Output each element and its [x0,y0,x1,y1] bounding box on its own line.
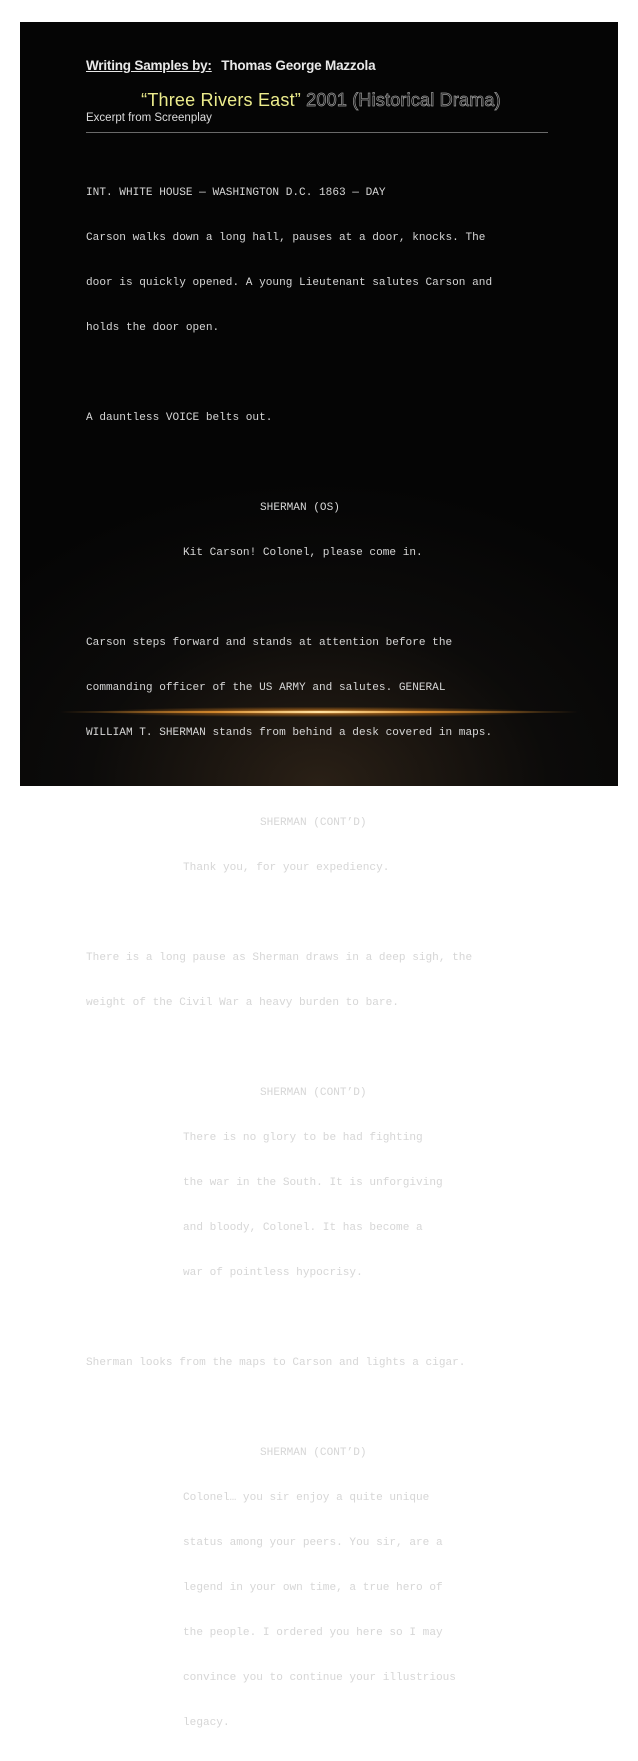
document-page [20,22,618,1729]
screenplay-title [86,90,556,111]
dialogue-line: There is no glory to be had fighting [183,1132,423,1144]
dialogue-line: legacy. [183,1717,230,1729]
title-sub: 2001 (Historical Drama) [300,90,501,110]
divider-rule [86,132,548,133]
character-cue: SHERMAN (CONT’D) [260,817,367,829]
dialogue-line: Kit Carson! Colonel, please come in. [183,547,423,559]
script-line: Sherman looks from the maps to Carson and lights a cigar. [86,1357,466,1369]
dialogue-line: the war in the South. It is unforgiving [183,1177,443,1189]
byline [86,58,556,73]
byline-label: Writing Samples by: [86,58,212,73]
script-line: door is quickly opened. A young Lieutenant salutes Carson and [86,277,493,289]
dialogue-line: Colonel… you sir enjoy a quite unique [183,1492,430,1504]
script-line: holds the door open. [86,322,220,334]
script-line: Carson steps forward and stands at attention before the [86,637,453,649]
dialogue-line: the people. I ordered you here so I may [183,1627,443,1639]
script-line: commanding officer of the US ARMY and salutes. GENERAL [86,682,446,694]
dialogue-line: Thank you, for your expediency. [183,862,390,874]
blank-line [86,1401,566,1416]
script-line: INT. WHITE HOUSE — WASHINGTON D.C. 1863 — DAY [86,187,386,199]
character-cue: SHERMAN (CONT’D) [260,1447,367,1459]
blank-line [86,771,566,786]
screenplay-excerpt [86,156,566,1761]
blank-line [86,1311,566,1326]
dialogue-line: war of pointless hypocrisy. [183,1267,363,1279]
character-cue: SHERMAN (CONT’D) [260,1087,367,1099]
script-line: WILLIAM T. SHERMAN stands from behind a desk covered in maps. [86,727,493,739]
character-cue: SHERMAN (OS) [260,502,340,514]
blank-line [86,366,566,381]
blank-line [86,906,566,921]
script-line: A dauntless VOICE belts out. [86,412,273,424]
blank-line [86,456,566,471]
script-line: There is a long pause as Sherman draws in a deep sigh, the [86,952,473,964]
decorative-glow-line [60,711,578,713]
title-main: “Three Rivers East” [141,90,301,110]
blank-line [86,591,566,606]
dialogue-line: status among your peers. You sir, are a [183,1537,443,1549]
script-line: weight of the Civil War a heavy burden to bare. [86,997,399,1009]
page-header [86,58,556,133]
dialogue-line: legend in your own time, a true hero of [183,1582,443,1594]
dialogue-line: convince you to continue your illustrious [183,1672,456,1684]
blank-line [86,1041,566,1056]
excerpt-label: Excerpt from Screenplay [86,112,212,124]
dialogue-line: and bloody, Colonel. It has become a [183,1222,423,1234]
script-line: Carson walks down a long hall, pauses at a door, knocks. The [86,232,486,244]
author-name: Thomas George Mazzola [221,58,376,73]
